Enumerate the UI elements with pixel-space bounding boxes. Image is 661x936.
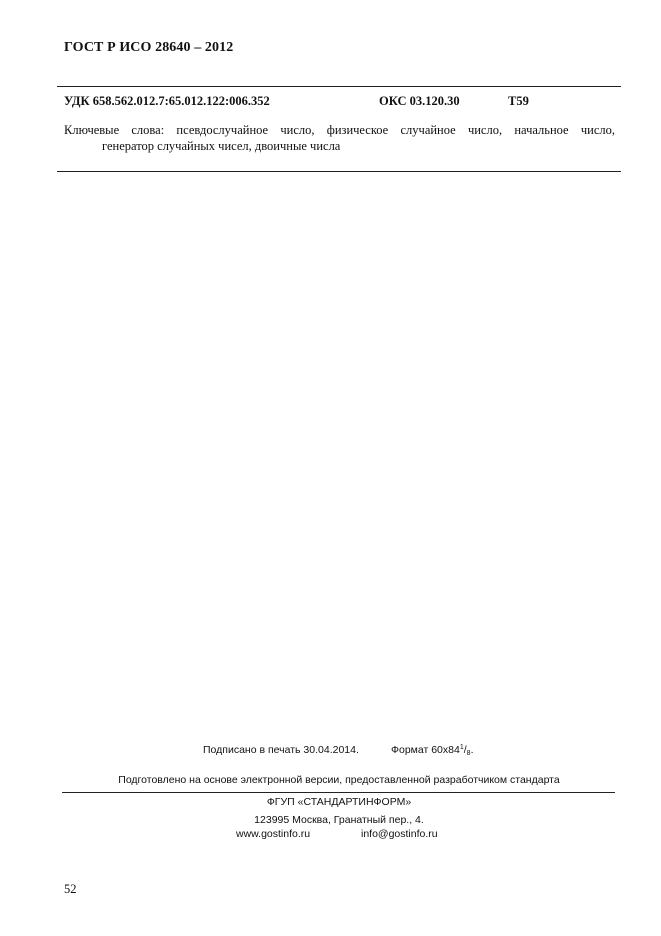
format-numerator: 1 bbox=[459, 744, 464, 751]
t-code: Т59 bbox=[508, 94, 529, 108]
keywords-line-1: Ключевые слова: псевдослучайное число, физическое случайное число, начальное число, bbox=[64, 123, 615, 137]
keywords-block bbox=[64, 122, 615, 154]
keywords-divider bbox=[57, 171, 621, 172]
publisher-name: ФГУП «СТАНДАРТИНФОРМ» bbox=[266, 796, 412, 808]
header-divider bbox=[57, 86, 621, 87]
signed-for-print: Подписано в печать 30.04.2014. bbox=[203, 744, 359, 756]
publisher-email: info@gostinfo.ru bbox=[361, 828, 438, 840]
paper-format: Формат $60x84^1/_8$. bbox=[391, 744, 474, 757]
format-denominator: 8 bbox=[466, 750, 471, 757]
publisher-address: 123995 Москва, Гранатный пер., 4. bbox=[254, 814, 424, 826]
format-suffix: . bbox=[470, 744, 474, 756]
keywords-line-2: генератор случайных чисел, двоичные числа bbox=[102, 139, 341, 153]
imprint-divider bbox=[62, 792, 615, 793]
document-header-title: ГОСТ Р ИСО 28640 – 2012 bbox=[64, 40, 234, 55]
udk-code: УДК 658.562.012.7:65.012.122:006.352 bbox=[64, 94, 270, 108]
publisher-website: www.gostinfo.ru bbox=[236, 828, 311, 840]
page-number: 52 bbox=[64, 882, 77, 896]
prepared-note: Подготовлено на основе электронной версии, предоставленной разработчиком стандарта bbox=[118, 774, 560, 786]
format-prefix: Формат 60x84 bbox=[391, 744, 460, 756]
oks-code: ОКС 03.120.30 bbox=[379, 94, 460, 108]
